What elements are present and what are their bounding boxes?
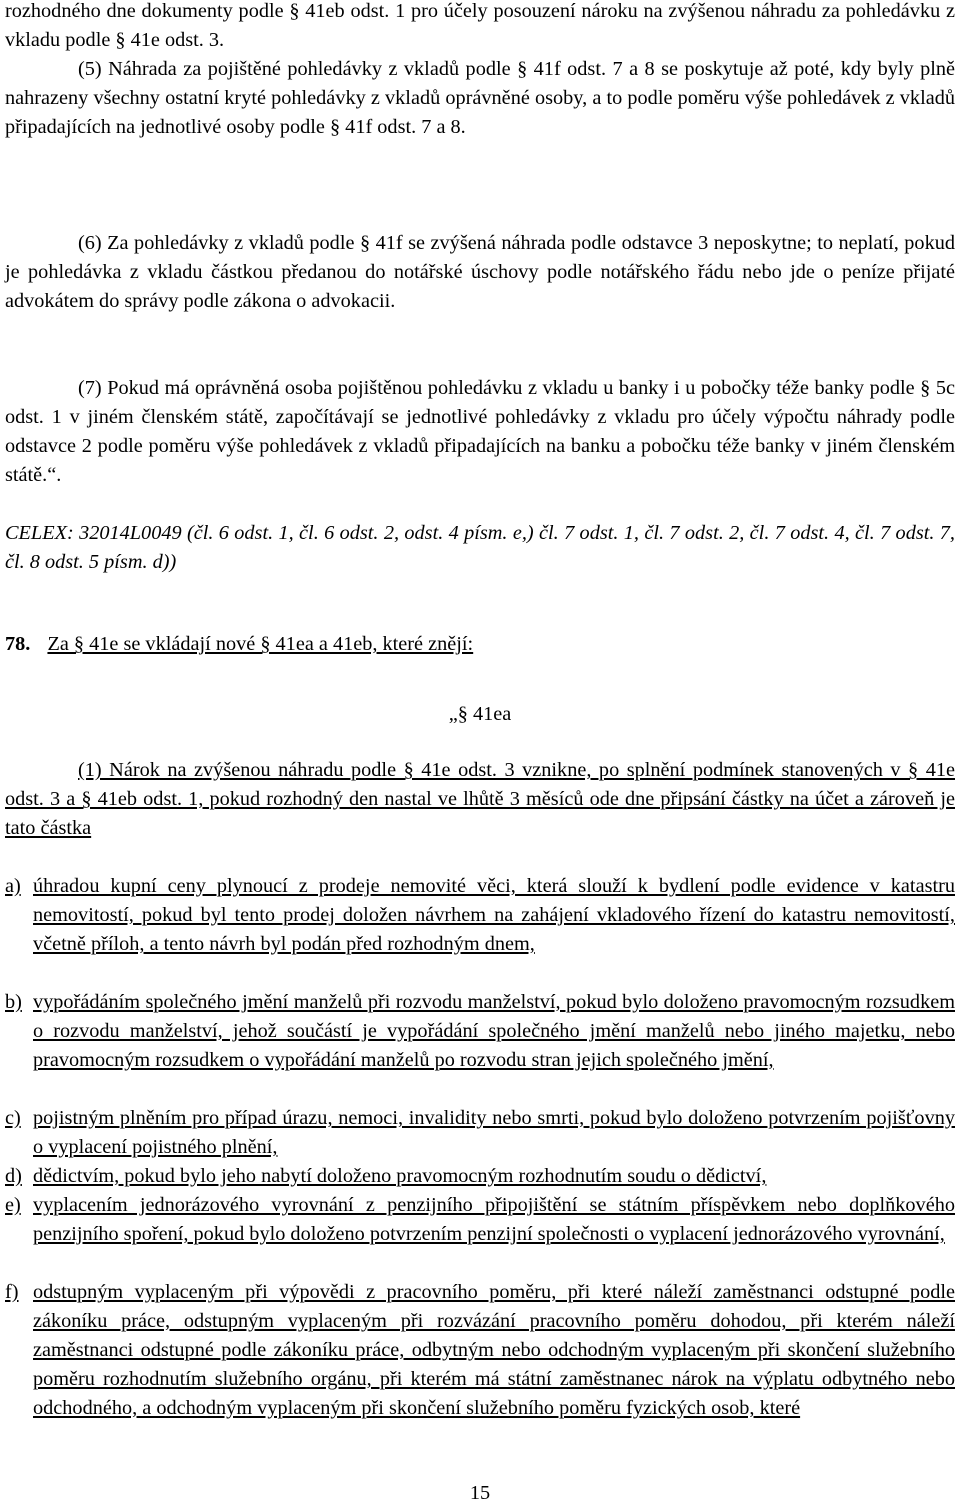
item-text: úhradou kupní ceny plynoucí z prodeje nemovité věci, která slouží k bydlení podle evidence v katastru nemovitostí, pokud byl tento prodej doložen návrhem na zahájení vkladového řízení do katastru nemovitostí, včetně příloh, a tento návrh byl podán před rozhodným dnem, — [33, 875, 955, 955]
amendment-point — [5, 630, 955, 659]
item-text: pojistným plněním pro případ úrazu, nemoci, invalidity nebo smrti, pokud bylo doloženo potvrzením pojišťovny o vyplacení pojistného plnění, — [33, 1107, 955, 1158]
paragraph-5: (5) Náhrada za pojištěné pohledávky z vkladů podle § 41f odst. 7 a 8 se poskytuje až poté, kdy byly plně nahrazeny všechny ostatní kryté pohledávky z vkladů oprávněné osoby, a to podle poměru výše pohledávek z vkladů připadajících na jednotlivé osoby podle § 41f odst. 7 a 8. — [5, 58, 955, 138]
paragraph-7: (7) Pokud má oprávněná osoba pojištěnou pohledávku z vkladu u banky i u pobočky téže banky podle § 5c odst. 1 v jiném členském státě, započítávají se jednotlivé pohledávky z vkladu pro účely výpočtu náhrady podle odstavce 2 podle poměru výše pohledávek z vkladů připadajících na banku a pobočku téže banky v jiném členském státě.“. — [5, 377, 955, 486]
list-item — [5, 872, 955, 959]
item-text: vyplacením jednorázového vyrovnání z penzijního připojištění se státním příspěvkem nebo doplňkového penzijního spoření, pokud bylo doloženo potvrzením penzijní společnosti o vyplacení jednorázového vyrovnání, — [33, 1194, 955, 1245]
point-text: Za § 41e se vkládají nové § 41ea a 41eb, které znějí: — [47, 633, 474, 655]
item-text: vypořádáním společného jmění manželů při rozvodu manželství, pokud bylo doloženo pravomocným rozsudkem o rozvodu manželství, jehož součástí je vypořádání společného jmění manželů nebo jiného majetku, nebo pravomocným rozsudkem o vypořádání manželů po rozvodu stran jejich společného jmění, — [33, 991, 955, 1071]
item-label: d) — [5, 1165, 22, 1187]
section-heading: „§ 41ea — [448, 703, 512, 725]
item-text: odstupným vyplaceným při výpovědi z pracovního poměru, při které náleží zaměstnanci odstupné podle zákoníku práce, odstupným vyplaceným při rozvázání pracovního poměru dohodou, při kterém náleží zaměstnanci odstupné podle zákoníku práce, odbytným nebo odchodným vyplaceným při skončení služebního poměru rozhodnutím služebního orgánu, při kterém má státní zaměstnanec nárok na výplatu odbytného nebo odchodného, a odchodným vyplaceným při skončení služebního poměru fyzických osob, které — [33, 1281, 955, 1419]
list-item — [5, 1162, 955, 1191]
list-item — [5, 1191, 955, 1249]
item-label: f) — [5, 1281, 19, 1303]
item-label: b) — [5, 991, 22, 1013]
paragraph-6: (6) Za pohledávky z vkladů podle § 41f se zvýšená náhrada podle odstavce 3 neposkytne; to neplatí, pokud je pohledávka z vkladu částkou předanou do notářské úschovy podle notářského řádu nebo jde o peníze přijaté advokátem do správy podle zákona o advokacii. — [5, 232, 955, 312]
point-number: 78. — [5, 633, 31, 655]
item-label: c) — [5, 1107, 21, 1129]
item-text: dědictvím, pokud bylo jeho nabytí doloženo pravomocným rozhodnutím soudu o dědictví, — [33, 1165, 767, 1187]
top-paragraph: rozhodného dne dokumenty podle § 41eb odst. 1 pro účely posouzení nároku na zvýšenou náhradu za pohledávku z vkladu podle § 41e odst. 3. — [5, 0, 955, 51]
page-number: 15 — [469, 1482, 491, 1504]
celex-reference: CELEX: 32014L0049 (čl. 6 odst. 1, čl. 6 odst. 2, odst. 4 písm. e,) čl. 7 odst. 1, čl. 7 odst. 2, čl. 7 odst. 4, čl. 7 odst. 7, čl. 8 odst. 5 písm. d)) — [5, 522, 955, 573]
list-item — [5, 1104, 955, 1162]
new-paragraph-1: (1) Nárok na zvýšenou náhradu podle § 41e odst. 3 vznikne, po splnění podmínek stanovených v § 41e odst. 3 a § 41eb odst. 1, pokud rozhodný den nastal ve lhůtě 3 měsíců ode dne připsání částky na účet a zároveň je tato částka — [5, 759, 955, 839]
item-label: e) — [5, 1194, 21, 1216]
item-label: a) — [5, 875, 21, 897]
list-item — [5, 988, 955, 1075]
list-item — [5, 1278, 955, 1423]
